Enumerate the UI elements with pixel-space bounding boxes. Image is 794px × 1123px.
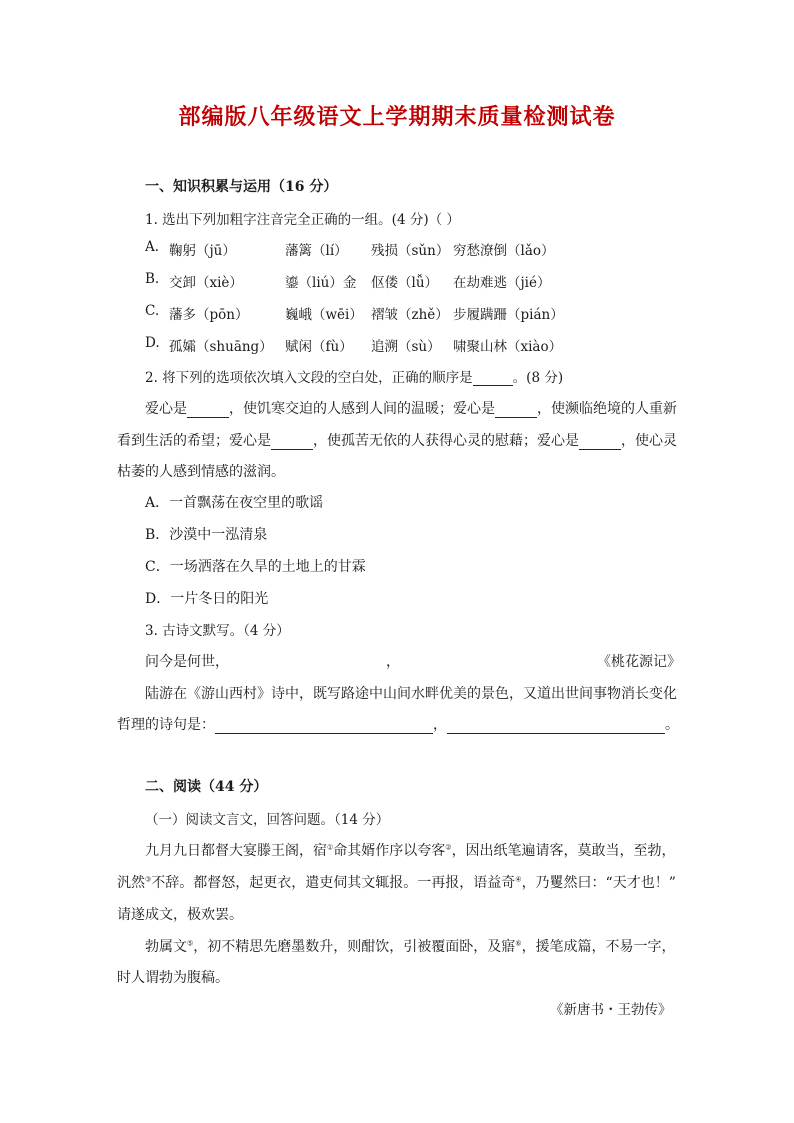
option-item: 褶皱（zhě）	[371, 307, 449, 323]
page-title: 部编版八年级语文上学期期末质量检测试卷	[178, 104, 616, 130]
option-item: 孤孀（shuāng）	[169, 339, 273, 355]
answer-blank[interactable]	[215, 719, 433, 734]
option-item: 穷愁潦倒（lǎo）	[453, 243, 555, 259]
option-item: 鎏（liú）金	[285, 275, 357, 291]
classical-text-line: 时人谓勃为腹稿。	[117, 970, 229, 986]
classical-text-line	[117, 872, 676, 892]
poem-line	[145, 651, 685, 671]
classical-text: ，援笔成篇，不易一字，	[521, 939, 676, 955]
footnote-mark: ②	[445, 843, 452, 852]
choice-c: C．一场洒落在久旱的土地上的甘霖	[145, 559, 366, 575]
classical-text: ，因出纸笔遍请客，莫敢当，至勃，	[451, 843, 676, 859]
classical-text: 勃属文	[145, 939, 187, 955]
option-item: 啸聚山林（xiào）	[453, 339, 563, 355]
classical-text: ，初不精思先磨墨数升，则酣饮，引被覆面卧，及寤	[193, 939, 516, 955]
answer-blank[interactable]	[473, 371, 513, 386]
option-letter: D.	[145, 335, 160, 351]
footnote-mark: ①	[327, 843, 334, 852]
poem-comma: ，	[433, 717, 447, 733]
text-source: 《新唐书・王勃传》	[550, 1002, 672, 1018]
option-item: 藩多（pōn）	[169, 307, 249, 323]
option-letter: A.	[145, 239, 160, 255]
passage-text: 看到生活的希望；爱心是	[117, 433, 271, 449]
poem-source: 《桃花源记》	[597, 654, 681, 670]
passage-line: 枯萎的人感到情感的滋润。	[117, 464, 285, 480]
passage-text: ，使孤苦无依的人获得心灵的慰藉；爱心是	[313, 433, 579, 449]
option-item: 伛偻（lǚ）	[371, 275, 439, 291]
passage-text: ，使饥寒交迫的人感到人间的温暖；爱心是	[229, 401, 495, 417]
poem-answer-line	[117, 714, 679, 734]
classical-text: 九月九日都督大宴滕王阁，宿	[145, 843, 327, 859]
question-2-stem	[145, 366, 563, 386]
option-item: 巍峨（wēi）	[285, 307, 363, 323]
poem-comma: ，	[386, 654, 400, 670]
subsection-heading: （一）阅读文言文，回答问题。（14 分）	[145, 812, 390, 828]
option-item: 藩篱（lí）	[285, 243, 348, 259]
poem-text: 问今是何世，	[145, 654, 229, 670]
question-2-score: 。(8 分)	[512, 370, 564, 386]
answer-blank[interactable]	[579, 435, 621, 450]
answer-blank[interactable]	[187, 403, 229, 418]
classical-text-line	[145, 936, 676, 956]
passage-line	[145, 398, 677, 418]
answer-blank[interactable]	[271, 435, 313, 450]
passage-text: ，使濒临绝境的人重新	[537, 401, 677, 417]
question-1-stem: 1. 选出下列加粗字注音完全正确的一组。(4 分)（ ）	[145, 212, 460, 228]
poem-prompt: 陆游在《游山西村》诗中，既写路途中山间水畔优美的景色，又道出世间事物消长变化	[145, 686, 677, 702]
section-1-heading: 一、知识积累与运用（16 分）	[145, 179, 338, 195]
classical-text: ，乃矍然曰：“天才也！”	[521, 875, 676, 891]
question-3-stem: 3. 古诗文默写。（4 分）	[145, 623, 290, 639]
passage-line	[117, 430, 677, 450]
classical-text-line	[145, 840, 676, 860]
poem-text: 哲理的诗句是：	[117, 717, 215, 733]
option-item: 在劫难逃（jié）	[453, 275, 551, 291]
question-2-stem-text: 2. 将下列的选项依次填入文段的空白处，正确的顺序是	[145, 370, 473, 386]
footnote-mark: ④	[515, 875, 522, 884]
footnote-mark: ⑤	[187, 939, 194, 948]
poem-period: 。	[665, 717, 679, 733]
option-letter: B.	[145, 271, 160, 287]
option-item: 追溯（sù）	[371, 339, 441, 355]
choice-d: D．一片冬日的阳光	[145, 591, 269, 607]
answer-blank[interactable]	[495, 403, 537, 418]
option-item: 交卸（xiè）	[169, 275, 243, 291]
footnote-mark: ③	[145, 875, 152, 884]
choice-a: A．一首飘荡在夜空里的歌谣	[145, 495, 324, 511]
option-item: 鞠躬（jū）	[169, 243, 236, 259]
classical-text: 汎然	[117, 875, 145, 891]
section-2-heading: 二、阅读（44 分）	[145, 779, 268, 795]
footnote-mark: ⑥	[515, 939, 522, 948]
classical-text-line: 请遂成文，极欢罢。	[117, 907, 243, 923]
passage-text: 爱心是	[145, 401, 187, 417]
classical-text: 命其婿作序以夸客	[333, 843, 446, 859]
classical-text: 不辞。都督怒，起更衣，遣吏伺其文辄报。一再报，语益奇	[151, 875, 516, 891]
answer-blank[interactable]	[447, 719, 665, 734]
option-letter: C.	[145, 303, 160, 319]
option-item: 残损（sǔn）	[371, 243, 450, 259]
passage-text: ，使心灵	[621, 433, 677, 449]
option-item: 步履蹒跚（pián）	[453, 307, 564, 323]
choice-b: B．沙漠中一泓清泉	[145, 527, 268, 543]
option-item: 赋闲（fù）	[285, 339, 353, 355]
